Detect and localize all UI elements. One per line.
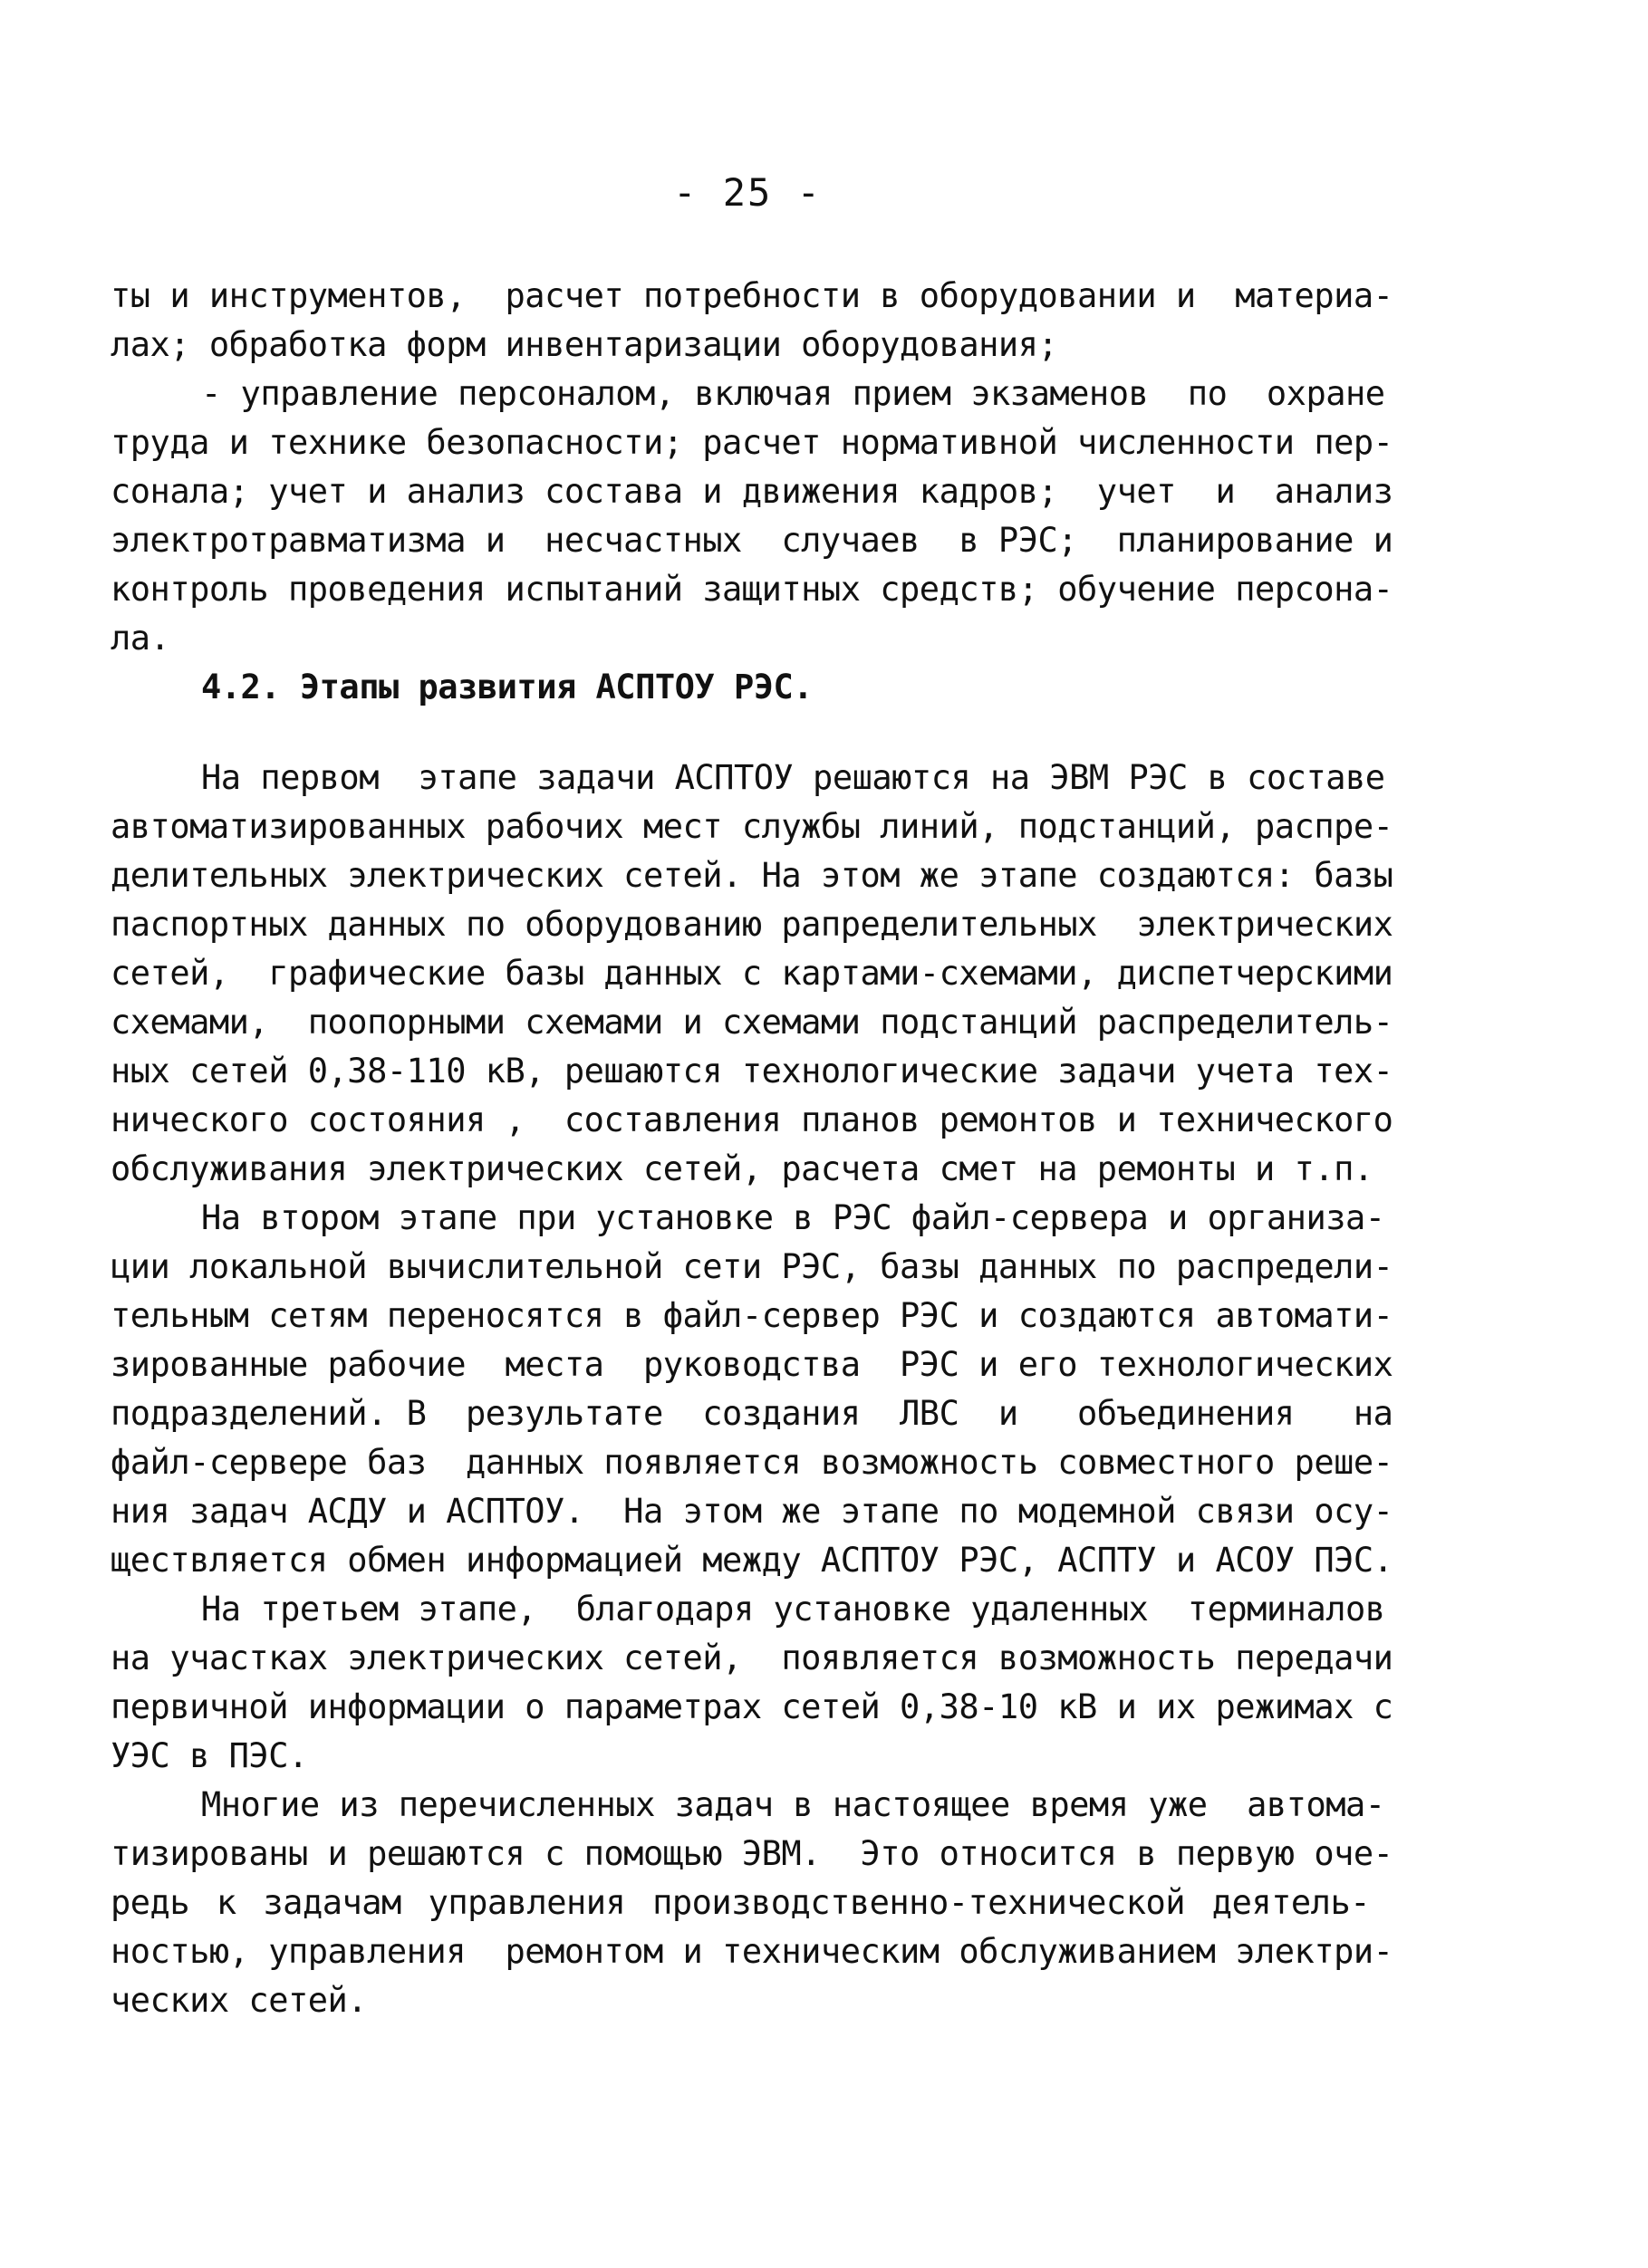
- text-line: редь к задачам управления производственно-технической деятель-: [111, 1883, 1370, 1922]
- text-line: ции локальной вычислительной сети РЭС, базы данных по распредели-: [111, 1247, 1393, 1286]
- text-line: труда и технике безопасности; расчет нормативной численности пер-: [111, 423, 1393, 462]
- text-line: сетей, графические базы данных с картами-схемами, диспетчерскими: [111, 954, 1393, 993]
- text-line: лах; обработка форм инвентаризации оборудования;: [111, 325, 1058, 364]
- text-line: На втором этапе при установке в РЭС файл-сервера и организа-: [201, 1198, 1385, 1237]
- text-line: контроль проведения испытаний защитных средств; обучение персона-: [111, 570, 1393, 609]
- text-line: - управление персоналом, включая прием экзаменов по охране: [201, 374, 1385, 413]
- paragraph: [111, 754, 1393, 1194]
- text-line: ных сетей 0,38-110 кВ, решаются технологические задачи учета тех-: [111, 1052, 1393, 1091]
- section-heading: 4.2. Этапы развития АСПТОУ РЭС.: [201, 668, 814, 706]
- text-line: подразделений. В результате создания ЛВС и объединения на: [111, 1394, 1393, 1433]
- text-line: ла.: [111, 619, 170, 658]
- text-line: На третьем этапе, благодаря установке удаленных терминалов: [201, 1590, 1385, 1629]
- text-line: УЭС в ПЭС.: [111, 1736, 308, 1775]
- paragraph: [111, 1194, 1393, 1585]
- text-line: тельным сетям переносятся в файл-сервер РЭС и создаются автомати-: [111, 1296, 1393, 1335]
- text-line: сонала; учет и анализ состава и движения кадров; учет и анализ: [111, 472, 1393, 511]
- text-line: тизированы и решаются с помощью ЭВМ. Это относится в первую оче-: [111, 1834, 1393, 1873]
- text-line: паспортных данных по оборудованию рапределительных электрических: [111, 905, 1393, 944]
- text-line: первичной информации о параметрах сетей 0,38-10 кВ и их режимах с: [111, 1687, 1393, 1726]
- text-line: ты и инструментов, расчет потребности в оборудовании и материа-: [111, 276, 1393, 315]
- text-line: обслуживания электрических сетей, расчета смет на ремонты и т.п.: [111, 1149, 1373, 1188]
- text-line: делительных электрических сетей. На этом же этапе создаются: базы: [111, 856, 1393, 895]
- page-number: - 25 -: [673, 170, 822, 215]
- text-line: схемами, поопорными схемами и схемами подстанций распределитель-: [111, 1003, 1393, 1042]
- text-line: электротравматизма и несчастных случаев в РЭС; планирование и: [111, 521, 1393, 560]
- text-line: ния задач АСДУ и АСПТОУ. На этом же этапе по модемной связи осу-: [111, 1492, 1393, 1531]
- paragraph: [111, 272, 1393, 370]
- text-line: На первом этапе задачи АСПТОУ решаются на ЭВМ РЭС в составе: [201, 758, 1385, 797]
- text-line: ществляется обмен информацией между АСПТОУ РЭС, АСПТУ и АСОУ ПЭС.: [111, 1541, 1393, 1580]
- text-line: Многие из перечисленных задач в настоящее время уже автома-: [201, 1785, 1385, 1824]
- text-line: нического состояния , составления планов ремонтов и технического: [111, 1100, 1393, 1139]
- text-line: ностью, управления ремонтом и техническим обслуживанием электри-: [111, 1932, 1393, 1971]
- text-line: на участках электрических сетей, появляется возможность передачи: [111, 1639, 1393, 1677]
- paragraph: [111, 1585, 1393, 1781]
- body-text: [111, 272, 1393, 2025]
- spacer: [111, 712, 1370, 754]
- text-line: зированные рабочие места руководства РЭС и его технологических: [111, 1345, 1393, 1384]
- text-line: автоматизированных рабочих мест службы линий, подстанций, распре-: [111, 807, 1393, 846]
- paragraph: [111, 1781, 1393, 2025]
- paragraph: [111, 370, 1393, 663]
- text-line: ческих сетей.: [111, 1981, 368, 2020]
- text-line: файл-сервере баз данных появляется возможность совместного реше-: [111, 1443, 1393, 1482]
